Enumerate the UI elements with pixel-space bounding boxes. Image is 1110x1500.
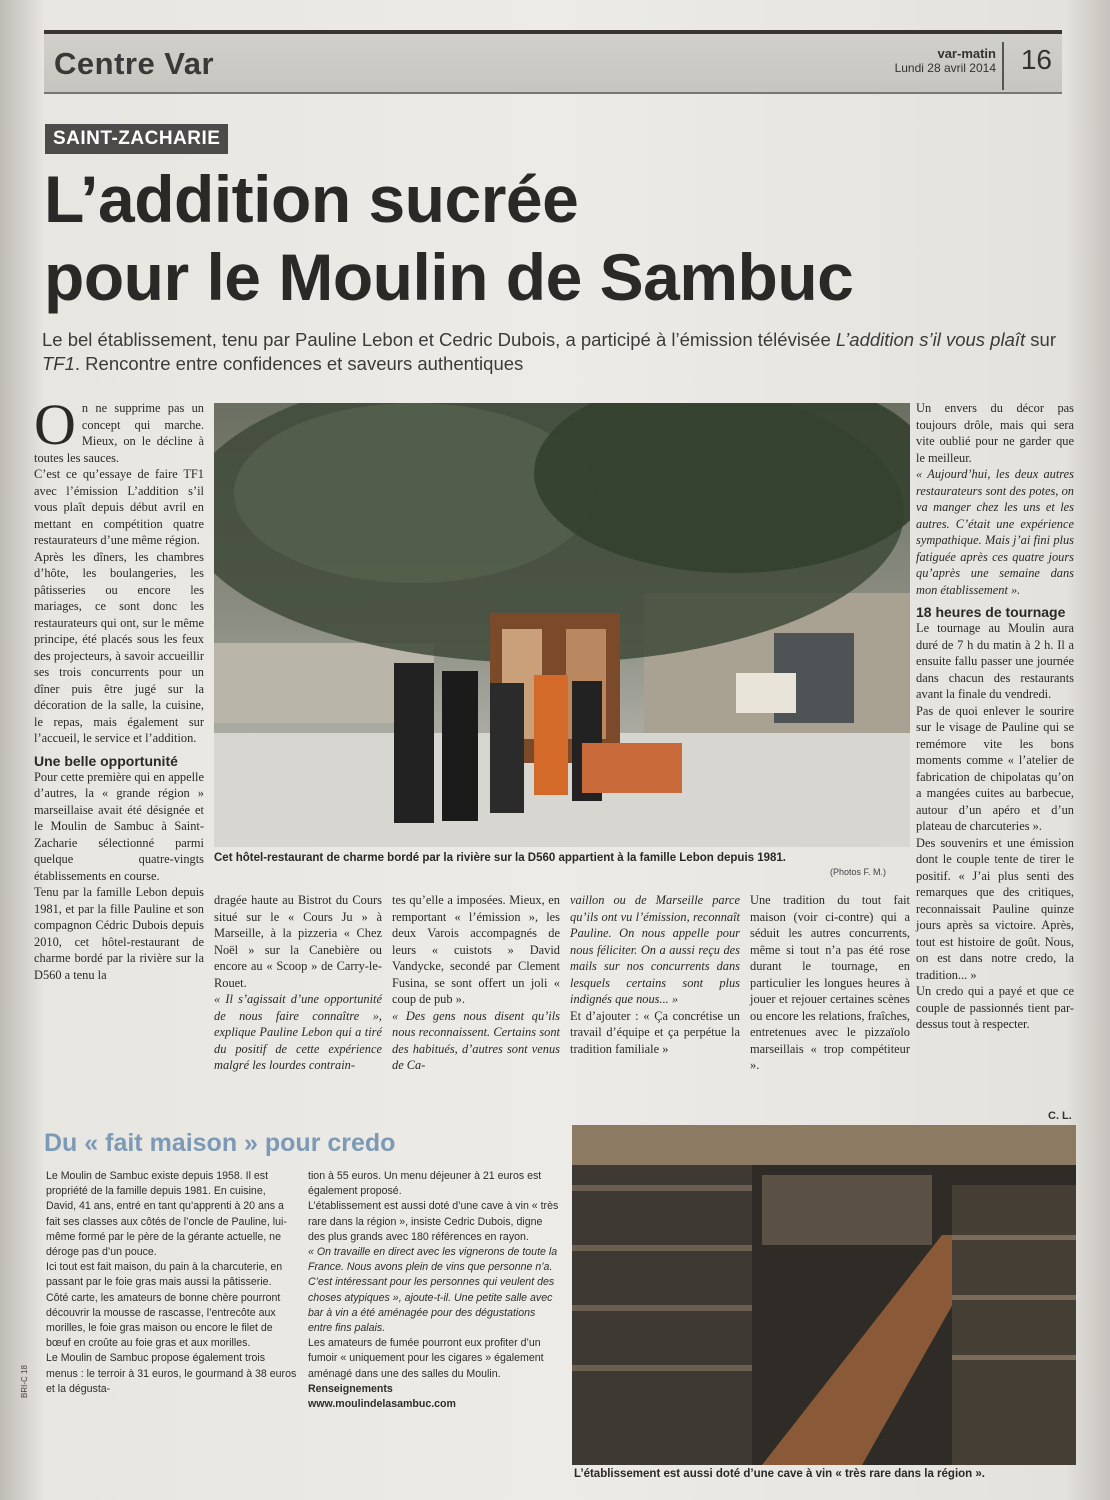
paragraph: Une tradition du tout fait maison (voir ci-contre) qui a séduit les autres concurrents, même si tout n’a pas été rose durant le tournage, en particulier les longues heures à jouer et rejouer certaines scènes ou encore les relations, fraîches, entretenues avec le pizzaïolo marseillais « trop compétiteur ». xyxy=(750,893,910,1072)
paragraph: « On travaille en direct avec les vignerons de toute la France. Nous avons plein de vins que personne n’a. C’est intéressant pour les personnes qui veulent des choses atypiques », ajoute-t-il. Une petite salle avec bar à vin a été aménagée pour des dégustations entre fins palais. xyxy=(308,1246,558,1335)
article-column-3 xyxy=(392,892,560,1074)
paragraph: Les amateurs de fumée pourront eux profiter d’un fumoir « uniquement pour les cigares » également aménagé dans une des salles du Moulin. xyxy=(308,1337,544,1380)
paragraph: dragée haute au Bistrot du Cours situé sur le « Cours Ju » à Marseille, à la pizzeria « Chez Noël » sur la Canebière ou encore au « Scoop » de Carry-le-Rouet. xyxy=(214,893,382,990)
paragraph: Le Moulin de Sambuc propose également trois menus : le terroir à 31 euros, le gourmand à 38 euros et la dégusta- xyxy=(46,1352,297,1395)
info-url: www.moulindelasambuc.com xyxy=(308,1398,456,1411)
paragraph: Et d’ajouter : « Ça concrétise un travail d’équipe et ça perpétue la tradition familiale » xyxy=(570,1008,740,1056)
paragraph: Pour cette première qui en appelle d’autres, la « grande région » marseillaise avait été désignée et le Moulin de Sambuc à Saint-Zacharie sélectionné parmi quelque quatre-vingts établissements en course. xyxy=(34,769,204,883)
cellar-photo-illustration xyxy=(572,1125,1076,1465)
article-column-6 xyxy=(916,400,1074,1033)
paragraph: « Des gens nous disent qu’ils nous reconnaissent. Certains sont des habitués, d’autres sont venus de Ca- xyxy=(392,1008,560,1072)
article-column-2 xyxy=(214,892,382,1074)
photo-credit: (Photos F. M.) xyxy=(830,867,887,877)
paragraph: « Aujourd’hui, les deux autres restaurateurs sont des potes, on va manger chez les uns et les autres. C’était une expérience sympathique. Mais j’ai fini plus fatiguée après ces quatre jours qu’après une semaine dans mon établissement ». xyxy=(916,467,1074,597)
headline-line-2: pour le Moulin de Sambuc xyxy=(44,240,854,314)
paragraph: tes qu’elle a imposées. Mieux, en remportant « l’émission », les deux Varois accompagnés de leurs « cuistots » David Vandycke, secondé par Clement Fusina, se sont offert un joli « coup de pub ». xyxy=(392,893,560,1006)
newspaper-name: var-matin xyxy=(937,46,996,61)
terrace-photo-illustration xyxy=(214,403,910,847)
paragraph: Tenu par la famille Lebon depuis 1981, et par la fille Pauline et son compagnon Cédric Dubois depuis 2010, cet hôtel-restaurant de charme bordé par la rivière sur la D560 a tenu la xyxy=(34,885,204,982)
paragraph: tion à 55 euros. Un menu déjeuner à 21 euros est également proposé. xyxy=(308,1170,542,1198)
standfirst-text-3: . Rencontre entre confidences et saveurs authentiques xyxy=(74,353,524,374)
standfirst-show-name: L’addition s’il vous plaît xyxy=(835,329,1026,350)
cellar-photo-caption: L’établissement est aussi doté d’une cave à vin « très rare dans la région ». xyxy=(574,1468,985,1480)
article-headline xyxy=(44,160,1074,316)
paragraph: Un envers du décor pas toujours drôle, mais qui sera vite oublié pour ne garder que le meilleur. xyxy=(916,401,1074,465)
page-number: 16 xyxy=(1020,44,1052,75)
page-header xyxy=(44,34,1062,94)
article-column-1 xyxy=(34,392,204,983)
info-label: Renseignements xyxy=(308,1382,393,1395)
paragraph: Un credo qui a payé et que ce couple de passionnés tient par-dessus tout à respecter. xyxy=(916,984,1074,1031)
wine-cellar-photo xyxy=(572,1125,1076,1465)
standfirst-text-2: sur xyxy=(1030,329,1056,350)
newspaper-brand xyxy=(895,46,996,75)
issue-date: Lundi 28 avril 2014 xyxy=(894,61,996,75)
standfirst-channel: TF1 xyxy=(42,353,75,374)
paragraph: Après les dîners, les chambres d’hôte, les boulangeries, les pâtisseries ou encore les mariages, ce sont donc les restaurateurs qui ont, sur le même principe, été placés sous les feux des projecteurs, à savoir accueillir ses trois concurrents pour un dîner puis être jugé sur la décoration de la salle, la cuisine, le repas, mais également sur l’accueil, le service et l’addition. xyxy=(34,549,204,745)
sidebar-column-1 xyxy=(46,1169,298,1397)
paragraph: n ne supprime pas un concept qui marche. Mieux, on le décline à toutes les sauces. xyxy=(34,401,204,465)
paragraph: C’est ce qu’essaye de faire TF1 avec l’émission L’addition s’il vous plaît depuis début avril en mettant en compétition quatre restaurateurs d’une même région. xyxy=(34,467,204,547)
paragraph: L’établissement est aussi doté d’une cave à vin « très rare dans la région », insiste Cedric Dubois, digne des plus grands avec 180 références en rayon. xyxy=(308,1200,559,1243)
paragraph: Ici tout est fait maison, du pain à la charcuterie, en passant par le foie gras mais aussi la pâtisserie. xyxy=(46,1261,283,1289)
sidebar-column-2 xyxy=(308,1169,560,1412)
article-standfirst xyxy=(42,328,1072,376)
section-title: Centre Var xyxy=(54,46,215,81)
paragraph: Côté carte, les amateurs de bonne chère pourront découvrir la mousse de rascasse, l’entrecôte aux morilles, le foie gras maison ou encore le filet de bœuf en croûte au foie gras et aux morilles. xyxy=(46,1291,281,1350)
author-signature: C. L. xyxy=(1048,1110,1072,1122)
paragraph: vaillon ou de Marseille parce qu’ils ont vu l’émission, reconnaît Pauline. On nous appelle pour nous féliciter. On a aussi reçu des mails sur nos concurrents dans lesquels certains sont plus indignés que nous... » xyxy=(570,893,740,1006)
article-kicker: SAINT-ZACHARIE xyxy=(45,124,228,154)
paragraph: Des souvenirs et une émission dont le couple tente de tirer le positif. « J’ai plus senti des remarques que des critiques, reconnaissait Pauline quinze jours après sa victoire. Après, tout est histoire de goût. Nous, on est dans notre credo, la tradition... » xyxy=(916,835,1074,982)
paragraph: Le Moulin de Sambuc existe depuis 1958. Il est propriété de la famille depuis 1981. En cuisine, David, 41 ans, entré en tant qu’apprenti à 20 ans a fait ses classes aux côtés de l’oncle de Pauline, lui-même formé par le père de la gérante actuelle, ne déroge pas d’un pouce. xyxy=(46,1170,287,1259)
article-column-4 xyxy=(570,892,740,1057)
paragraph: Le tournage au Moulin aura duré de 7 h du matin à 2 h. Il a ensuite fallu passer une journée dans chacun des restaurants avant la finale du vendredi. xyxy=(916,621,1074,701)
standfirst-text-1: Le bel établissement, tenu par Pauline Lebon et Cedric Dubois, a participé à l’émission télévisée xyxy=(42,329,831,350)
sidebar-box xyxy=(38,1125,564,1475)
paragraph: « Il s’agissait d’une opportunité de nous faire connaître », explique Pauline Lebon qui a tiré du positif de cette expérience malgré les lourdes contrain- xyxy=(214,992,382,1072)
restaurant-terrace-photo xyxy=(214,403,910,847)
article-column-5 xyxy=(750,892,910,1074)
subheading: Une belle opportunité xyxy=(34,752,178,769)
subheading: 18 heures de tournage xyxy=(916,604,1066,620)
photo-caption: Cet hôtel-restaurant de charme bordé par la rivière sur la D560 appartient à la famille Lebon depuis 1981. xyxy=(214,852,787,864)
paragraph: Pas de quoi enlever le sourire sur le visage de Pauline qui se remémore vite les bons moments comme « l’atelier de fabrication de chipolatas qu’on a mangées cuites au barbecue, autour d’un apéro et d’un plateau de charcuteries ». xyxy=(916,703,1074,833)
headline-line-1: L’addition sucrée xyxy=(44,162,579,236)
drop-cap: O xyxy=(34,392,76,457)
margin-print-code: BRI-C 18 xyxy=(20,1365,29,1398)
header-divider xyxy=(1002,42,1004,90)
sidebar-title: Du « fait maison » pour credo xyxy=(44,1129,396,1157)
